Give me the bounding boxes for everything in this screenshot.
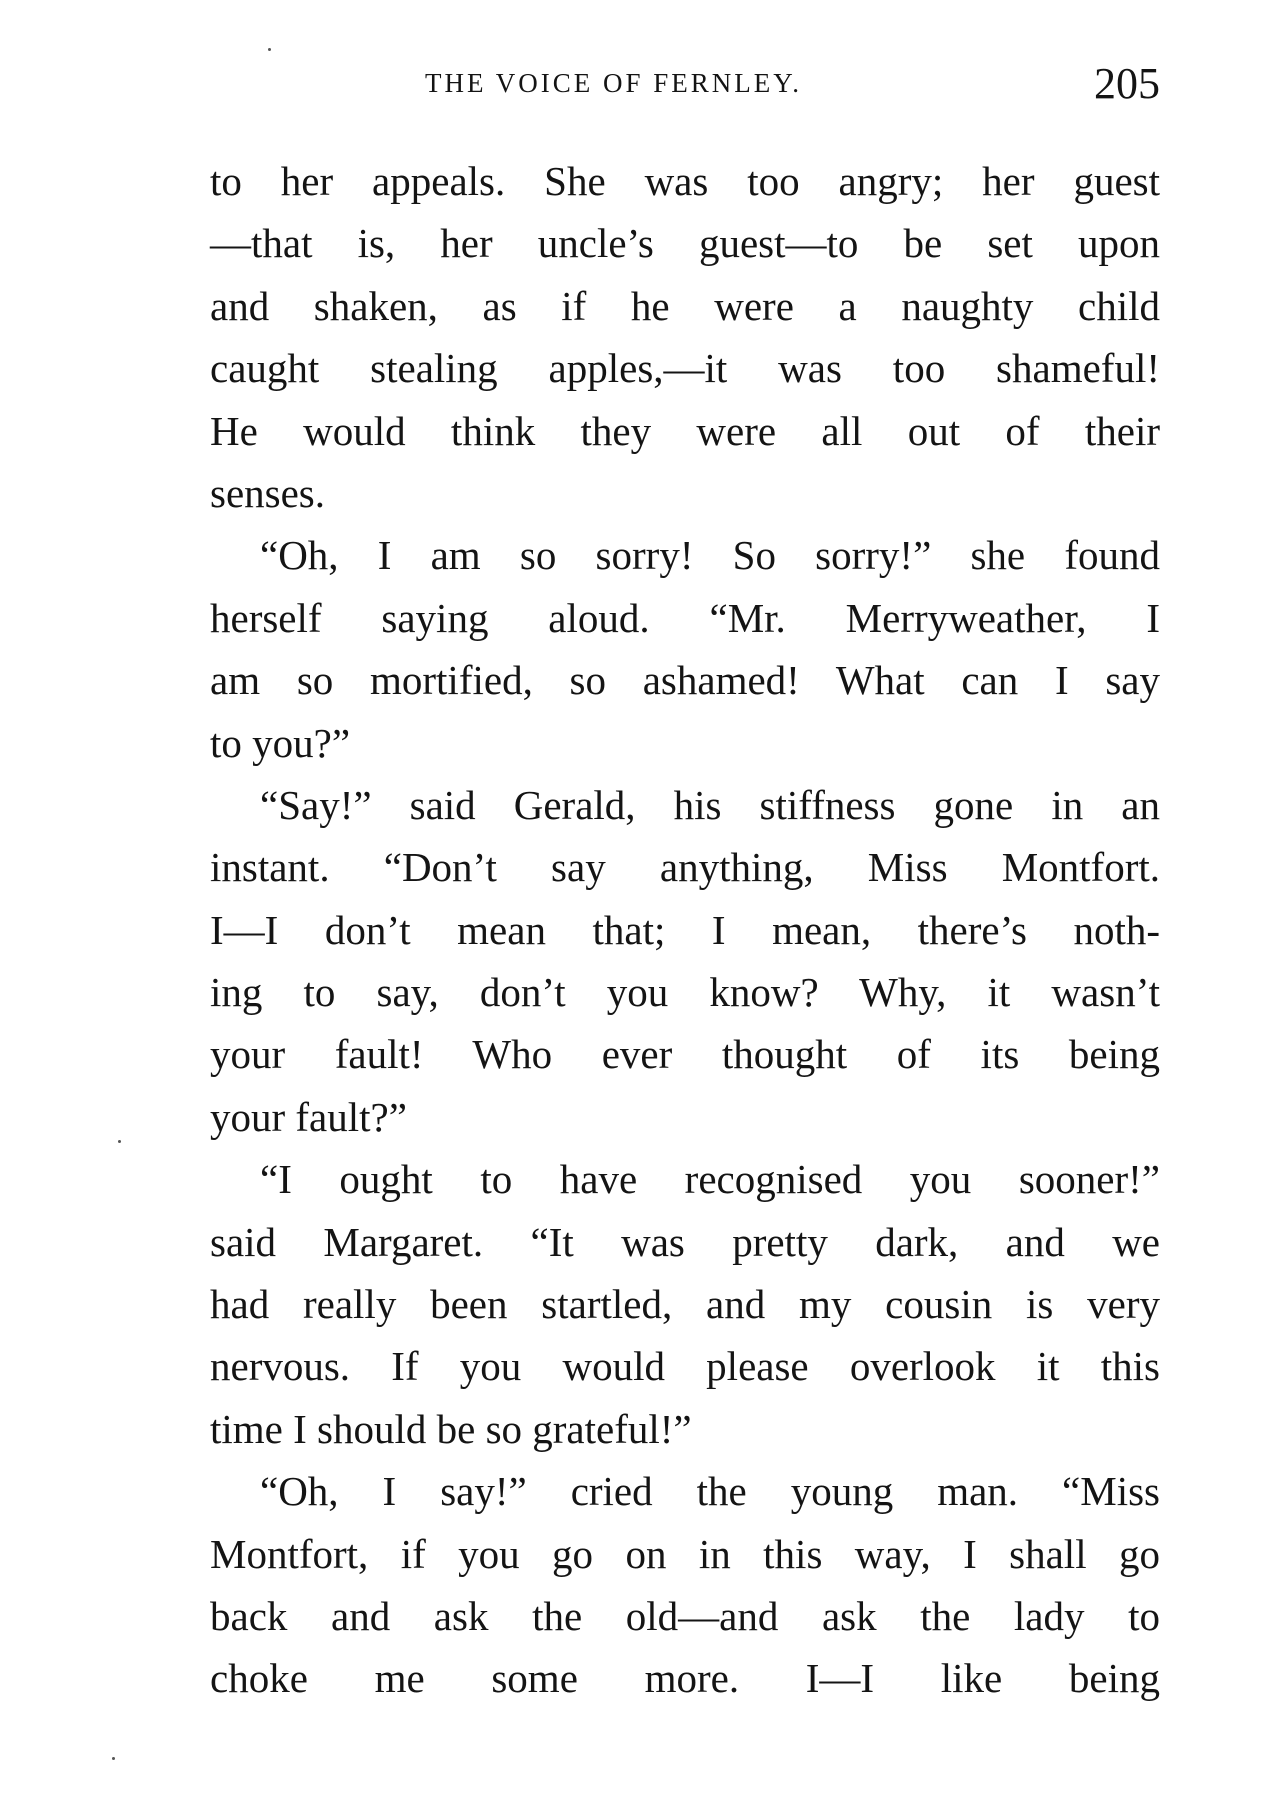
text-line: senses. xyxy=(210,469,326,516)
text-line: caught stealing apples,—it was too shameful! xyxy=(210,345,1160,392)
text-line: I—I don’t mean that; I mean, there’s noth- xyxy=(210,906,1160,953)
text-line: He would think they were all out of their xyxy=(210,407,1160,454)
page-number: 205 xyxy=(1094,59,1160,108)
text-line: choke me some more. I—I like being xyxy=(210,1655,1160,1702)
text-line: “Oh, I am so sorry! So sorry!” she found xyxy=(260,532,1160,579)
text-line: nervous. If you would please overlook it this xyxy=(210,1343,1160,1390)
text-line: “I ought to have recognised you sooner!” xyxy=(260,1156,1160,1203)
text-line: am so mortified, so ashamed! What can I say xyxy=(210,657,1160,704)
text-line: —that is, her uncle’s guest—to be set upon xyxy=(210,220,1160,267)
text-line: instant. “Don’t say anything, Miss Montfort. xyxy=(210,844,1160,891)
text-line: back and ask the old—and ask the lady to xyxy=(210,1592,1160,1639)
running-title: THE VOICE OF FERNLEY. xyxy=(425,68,803,98)
paper-speck xyxy=(268,48,271,51)
text-line: Montfort, if you go on in this way, I shall go xyxy=(210,1530,1160,1577)
text-line: time I should be so grateful!” xyxy=(210,1405,692,1452)
text-line: your fault?” xyxy=(210,1093,407,1140)
page-header xyxy=(210,58,1160,118)
text-line: to her appeals. She was too angry; her guest xyxy=(210,158,1160,204)
text-line: said Margaret. “It was pretty dark, and we xyxy=(210,1218,1160,1265)
body-text xyxy=(210,150,1160,1710)
text-line: had really been startled, and my cousin is very xyxy=(210,1281,1160,1328)
text-line: herself saying aloud. “Mr. Merryweather, I xyxy=(210,594,1160,641)
text-line: to you?” xyxy=(210,719,351,766)
text-line: “Oh, I say!” cried the young man. “Miss xyxy=(260,1468,1160,1515)
paper-speck xyxy=(118,1140,121,1143)
text-line: ing to say, don’t you know? Why, it wasn’t xyxy=(210,969,1160,1016)
paper-speck xyxy=(112,1757,115,1760)
text-line: and shaken, as if he were a naughty child xyxy=(210,282,1160,329)
text-line: your fault! Who ever thought of its being xyxy=(210,1031,1160,1078)
text-line: “Say!” said Gerald, his stiffness gone in an xyxy=(260,781,1160,828)
